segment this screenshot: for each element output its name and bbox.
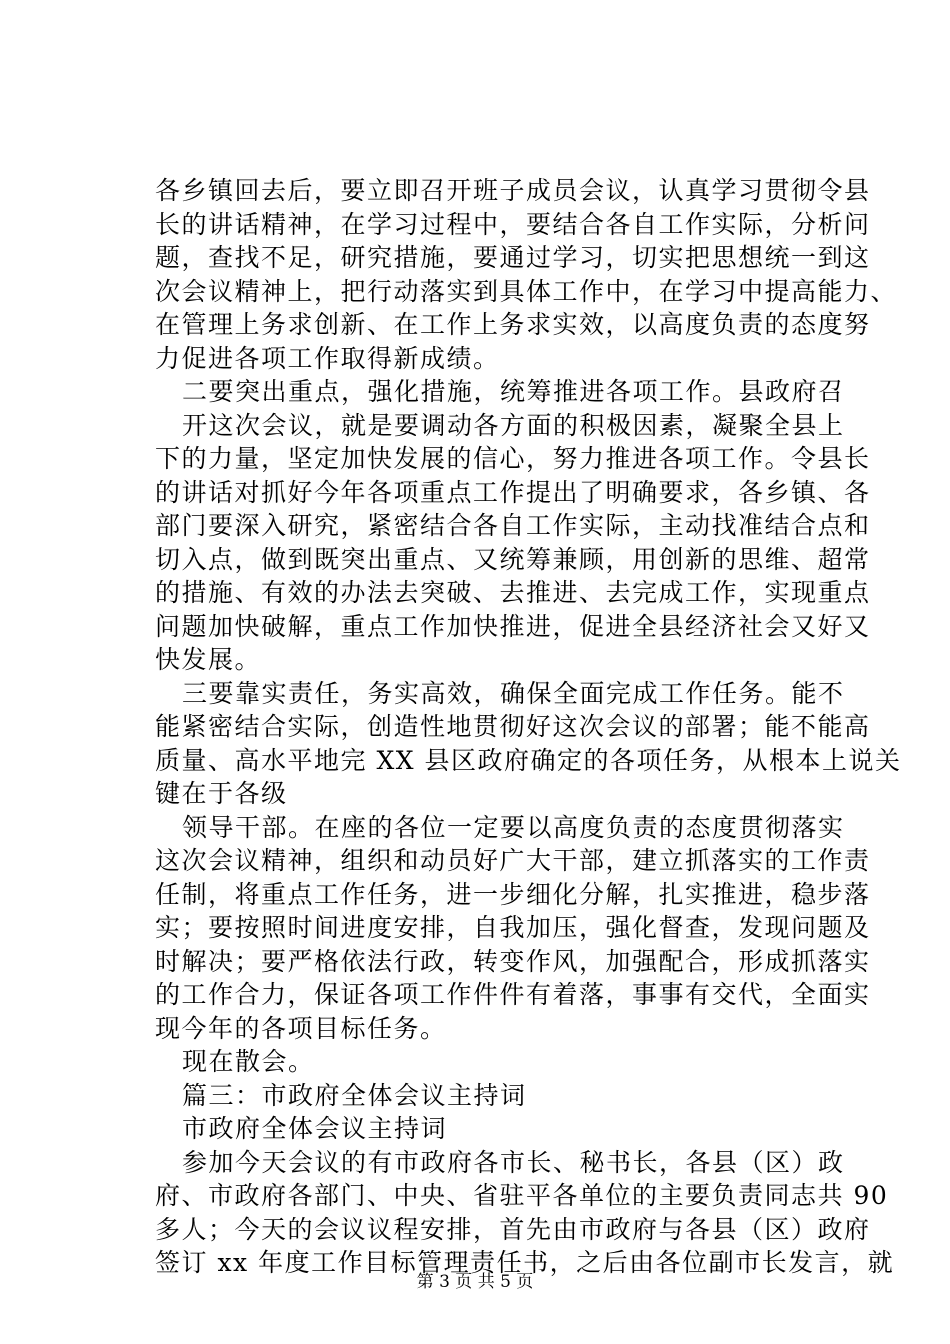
text-line: 任制，将重点工作任务，进一步细化分解，扎实推进，稳步落 (155, 879, 871, 909)
text-line: 实；要按照时间进度安排，自我加压，强化督查，发现问题及 (155, 913, 871, 942)
text-line: 签订 xx 年度工作目标管理责任书，之后由各位副市长发言，就 (155, 1248, 895, 1277)
text-line: 领导干部。在座的各位一定要以高度负责的态度贯彻落实 (182, 812, 845, 842)
text-line: 市政府全体会议主持词 (182, 1114, 448, 1143)
page-footer: 第 3 页 共 5 页 (416, 1272, 534, 1292)
text-line: 的措施、有效的办法去突破、去推进、去完成工作，实现重点 (155, 578, 871, 607)
text-line: 能紧密结合实际，创造性地贯彻好这次会议的部署；能不能高 (155, 712, 871, 741)
text-line: 的讲话对抓好今年各项重点工作提出了明确要求，各乡镇、各 (155, 477, 871, 507)
text-line: 切入点，做到既突出重点、又统筹兼顾，用创新的思维、超常 (155, 544, 871, 574)
text-line: 参加今天会议的有市政府各市长、秘书长，各县（区）政 (182, 1147, 845, 1177)
text-line: 时解决；要严格依法行政，转变作风，加强配合，形成抓落实 (155, 946, 871, 976)
text-line: 题，查找不足，研究措施，要通过学习，切实把思想统一到这 (155, 243, 871, 272)
text-line: 在管理上务求创新、在工作上务求实效，以高度负责的态度努 (155, 310, 871, 339)
text-line: 开这次会议，就是要调动各方面的积极因素，凝聚全县上 (182, 410, 845, 440)
text-line: 府、市政府各部门、中央、省驻平各单位的主要负责同志共 90 (155, 1181, 889, 1210)
text-line: 现在散会。 (182, 1047, 315, 1076)
text-line: 三要靠实责任，务实高效，确保全面完成工作任务。能不 (182, 678, 845, 708)
text-line: 现今年的各项目标任务。 (155, 1013, 447, 1043)
text-line: 问题加快破解，重点工作加快推进，促进全县经济社会又好又 (155, 611, 871, 641)
text-line: 长的讲话精神，在学习过程中，要结合各自工作实际，分析问 (155, 209, 871, 239)
text-line: 快发展。 (155, 645, 262, 674)
text-line: 各乡镇回去后，要立即召开班子成员会议，认真学习贯彻令县 (155, 176, 871, 205)
text-line: 的工作合力，保证各项工作件件有着落，事事有交代，全面实 (155, 980, 871, 1009)
text-line: 多人；今天的会议议程安排，首先由市政府与各县（区）政府 (155, 1214, 871, 1244)
text-line: 二要突出重点，强化措施，统筹推进各项工作。县政府召 (182, 377, 845, 406)
text-line: 这次会议精神，组织和动员好广大干部，建立抓落实的工作责 (155, 846, 871, 875)
text-line: 部门要深入研究，紧密结合各自工作实际，主动找准结合点和 (155, 511, 871, 540)
text-line: 键在于各级 (155, 779, 288, 808)
text-line: 篇三：市政府全体会议主持词 (182, 1080, 527, 1110)
text-line: 质量、高水平地完 XX 县区政府确定的各项任务，从根本上说关 (155, 745, 902, 775)
text-line: 下的力量，坚定加快发展的信心，努力推进各项工作。令县长 (155, 444, 871, 473)
text-line: 力促进各项工作取得新成绩。 (155, 343, 500, 373)
text-line: 次会议精神上，把行动落实到具体工作中，在学习中提高能力、 (155, 276, 898, 306)
